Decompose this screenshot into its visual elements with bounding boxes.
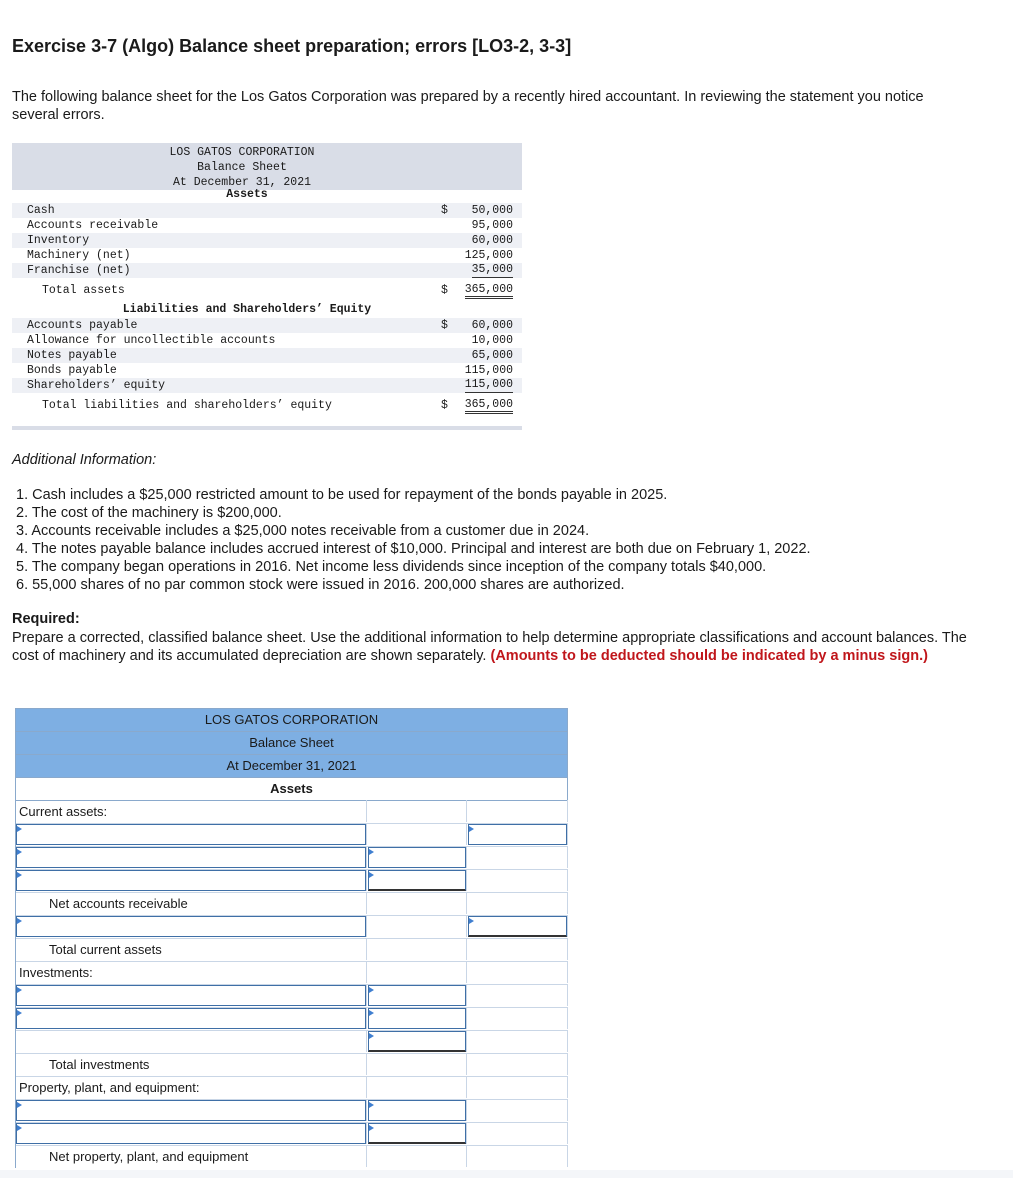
row-amount: 115,000: [464, 364, 513, 377]
row-label: Accounts payable: [27, 319, 138, 332]
row-label: Allowance for uncollectible accounts: [27, 334, 276, 347]
form-row: [15, 823, 568, 847]
form-row: [15, 800, 568, 824]
row-label: Notes payable: [27, 349, 117, 362]
row-label: Total liabilities and shareholders’ equity: [42, 399, 332, 412]
list-item: 3. Accounts receivable includes a $25,000 notes receivable from a customer due in 2024.: [16, 523, 590, 539]
list-item: 5. The company began operations in 2016. Net income less dividends since inception of the company totals $40,000.: [16, 559, 767, 575]
row-amount: 115,000: [464, 378, 513, 391]
required-instructions: Prepare a corrected, classified balance sheet. Use the additional information to help determine appropriate classifications and account balances. The cost of machinery and its accumulated depreciation are shown separately.: [12, 630, 967, 664]
row-amount: 125,000: [464, 249, 513, 262]
amount-input[interactable]: [368, 1123, 466, 1144]
form-row: [15, 1076, 568, 1100]
original-total-assets-row: [12, 283, 522, 298]
form-row: [15, 1099, 568, 1123]
original-balance-sheet: [12, 143, 522, 412]
dollar-sign: $: [441, 284, 448, 297]
amount-input[interactable]: [368, 985, 466, 1006]
row-label: Total assets: [42, 284, 125, 297]
amount-input[interactable]: [368, 1100, 466, 1121]
original-assets-heading: Assets: [226, 188, 268, 201]
row-amount: 365,000: [465, 283, 513, 299]
row-label: Shareholders’ equity: [27, 379, 166, 392]
account-name-input[interactable]: [16, 1100, 366, 1121]
original-statement-date: At December 31, 2021: [172, 176, 312, 189]
row-amount: 365,000: [465, 398, 513, 414]
form-row: [15, 1030, 568, 1054]
form-left-border: [15, 708, 16, 1168]
form-assets-heading: Assets: [15, 777, 568, 801]
form-row: [15, 1007, 568, 1031]
form-company-name: LOS GATOS CORPORATION: [15, 708, 568, 732]
original-statement-name: Balance Sheet: [197, 161, 287, 174]
form-row: [15, 1145, 568, 1168]
list-item: 6. 55,000 shares of no par common stock were issued in 2016. 200,000 shares are authorized.: [16, 577, 625, 593]
form-row: [15, 984, 568, 1008]
row-label: Inventory: [27, 234, 90, 247]
account-name-input[interactable]: [16, 985, 366, 1006]
dollar-sign: $: [441, 399, 448, 412]
row-amount: 95,000: [471, 219, 513, 232]
row-amount: 50,000: [471, 204, 513, 217]
row-label: Franchise (net): [27, 264, 131, 277]
original-liability-row: [12, 333, 522, 348]
account-name-input[interactable]: [16, 870, 366, 891]
original-asset-row: [12, 218, 522, 233]
list-item: 1. Cash includes a $25,000 restricted amount to be used for repayment of the bonds payable in 2025.: [16, 487, 668, 503]
form-row: [15, 869, 568, 893]
additional-info-list: [16, 486, 811, 594]
account-name-input[interactable]: [16, 916, 366, 937]
form-statement-name: Balance Sheet: [15, 731, 568, 755]
exercise-title: Exercise 3-7 (Algo) Balance sheet preparation; errors [LO3-2, 3-3]: [12, 36, 572, 56]
row-amount: 60,000: [471, 234, 513, 247]
original-total-liabilities-row: [12, 398, 522, 413]
original-liability-row: [12, 363, 522, 378]
row-amount: 10,000: [471, 334, 513, 347]
ppe-label: Property, plant, and equipment:: [19, 1080, 200, 1095]
row-amount: 35,000: [471, 263, 513, 276]
net-accounts-receivable-label: Net accounts receivable: [49, 896, 188, 911]
original-liability-row: [12, 348, 522, 363]
intro-text: The following balance sheet for the Los Gatos Corporation was prepared by a recently hired accountant. In reviewing the statement you notice several errors.: [12, 89, 924, 123]
dollar-sign: $: [441, 204, 448, 217]
list-item: 2. The cost of the machinery is $200,000.: [16, 505, 282, 521]
original-asset-row: [12, 263, 522, 278]
answer-balance-sheet-form: [15, 708, 568, 1168]
page-bottom-fade: [0, 1170, 1013, 1178]
form-row: [15, 892, 568, 916]
amount-input[interactable]: [368, 847, 466, 868]
account-name-input[interactable]: [16, 1008, 366, 1029]
investments-label: Investments:: [19, 965, 93, 980]
dollar-sign: $: [441, 319, 448, 332]
total-investments-label: Total investments: [49, 1057, 150, 1072]
row-label: Machinery (net): [27, 249, 131, 262]
sheet-bottom-bar: [12, 426, 522, 430]
amount-input[interactable]: [468, 916, 567, 937]
row-label: Bonds payable: [27, 364, 117, 377]
original-sheet-header: [12, 143, 522, 190]
total-current-assets-label: Total current assets: [49, 942, 162, 957]
required-emphasis: (Amounts to be deducted should be indicated by a minus sign.): [490, 648, 928, 664]
account-name-input[interactable]: [16, 1123, 366, 1144]
original-asset-row: [12, 233, 522, 248]
amount-input[interactable]: [368, 1031, 466, 1052]
row-label: Accounts receivable: [27, 219, 159, 232]
original-company-name: LOS GATOS CORPORATION: [169, 146, 315, 159]
additional-info-heading: Additional Information:: [12, 452, 157, 468]
form-row: [15, 1053, 568, 1077]
amount-input[interactable]: [468, 824, 567, 845]
row-amount: 60,000: [471, 319, 513, 332]
original-asset-row: [12, 203, 522, 218]
original-asset-row: [12, 248, 522, 263]
amount-input[interactable]: [368, 1008, 466, 1029]
account-name-input[interactable]: [16, 847, 366, 868]
current-assets-label: Current assets:: [19, 804, 108, 819]
original-liability-row: [12, 378, 522, 393]
account-name-input[interactable]: [16, 824, 366, 845]
form-row: [15, 915, 568, 939]
amount-input[interactable]: [368, 870, 466, 891]
form-row: [15, 1122, 568, 1146]
row-amount: 65,000: [471, 349, 513, 362]
original-liabilities-heading: Liabilities and Shareholders’ Equity: [122, 303, 372, 316]
required-text: [12, 629, 982, 665]
list-item: 4. The notes payable balance includes accrued interest of $10,000. Principal and interest are both due on February 1, 2022.: [16, 541, 811, 557]
required-heading: Required:: [12, 611, 80, 627]
form-row: [15, 938, 568, 962]
form-row: [15, 846, 568, 870]
net-ppe-label: Net property, plant, and equipment: [49, 1149, 249, 1164]
original-liability-row: [12, 318, 522, 333]
row-label: Cash: [27, 204, 55, 217]
form-row: [15, 961, 568, 985]
form-statement-date: At December 31, 2021: [15, 754, 568, 778]
